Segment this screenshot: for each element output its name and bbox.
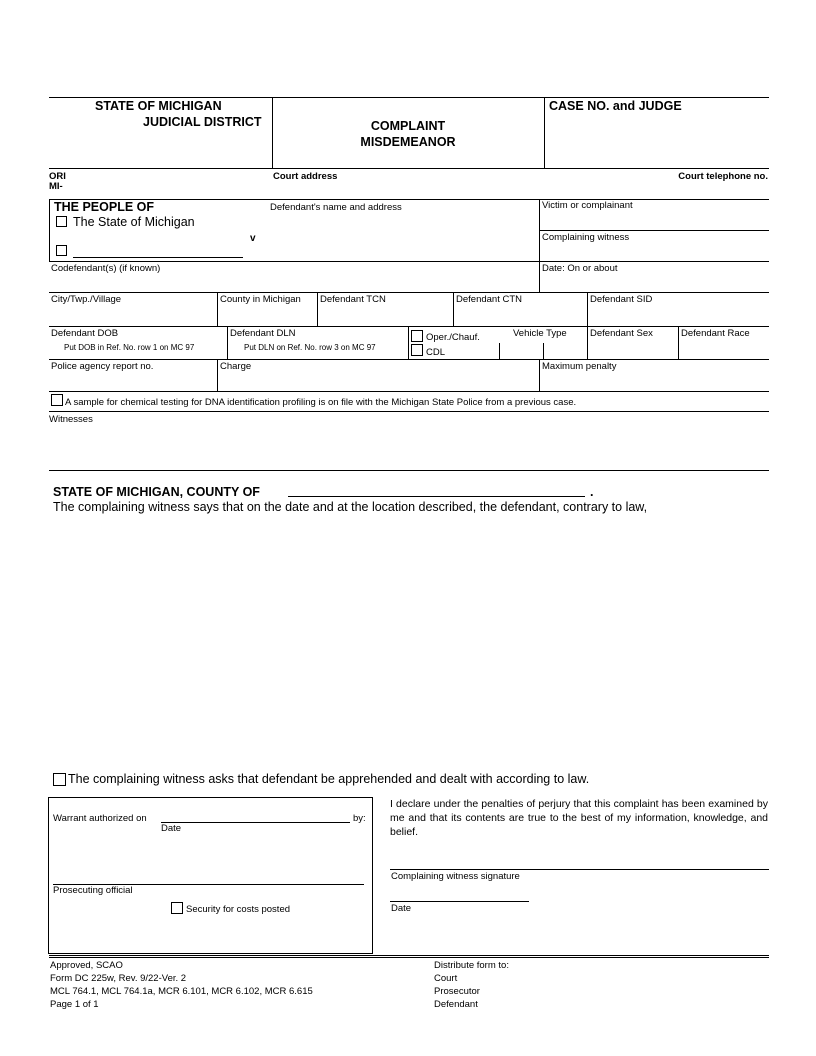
form-title-line1: COMPLAINT (370, 119, 446, 133)
sid-field[interactable]: Defendant SID (590, 294, 653, 305)
ori-label: ORI (49, 171, 66, 182)
cdl-label: CDL (426, 347, 446, 358)
dna-checkbox[interactable] (51, 394, 63, 406)
form-title-line2: MISDEMEANOR (360, 135, 456, 149)
versus-label: v (250, 233, 256, 244)
dna-row-top-rule (49, 391, 769, 392)
security-costs-label: Security for costs posted (186, 904, 291, 915)
prosecuting-official-label: Prosecuting official (53, 885, 133, 896)
tcn-field[interactable]: Defendant TCN (320, 294, 386, 305)
county-line[interactable] (288, 496, 585, 497)
perjury-declaration: I declare under the penalties of perjury that this complaint has been examined by me and that its contents are true to the best of my information, knowledge, and belief. (390, 798, 768, 838)
signature-line[interactable] (390, 869, 769, 870)
footer-approved: Approved, SCAO (50, 960, 123, 971)
dob-field[interactable]: Defendant DOB (51, 328, 119, 339)
dob-note: Put DOB in Ref. No. row 1 on MC 97 (64, 343, 195, 352)
oper-chauf-label: Oper./Chauf. (426, 332, 480, 343)
court-phone-field[interactable]: Court telephone no. (678, 171, 768, 182)
other-people-checkbox[interactable] (56, 245, 67, 256)
oper-chauf-checkbox[interactable] (411, 330, 423, 342)
witness-statement: The complaining witness says that on the date and at the location described, the defendant, contrary to law, (53, 500, 648, 514)
case-no-field[interactable]: CASE NO. and JUDGE (549, 99, 682, 113)
max-penalty-field[interactable]: Maximum penalty (542, 361, 617, 372)
county-field[interactable]: County in Michigan (220, 294, 301, 305)
other-people-line[interactable] (73, 257, 243, 258)
declaration-date-line[interactable] (390, 901, 529, 902)
footer-rule-2 (49, 957, 769, 958)
footer-page: Page 1 of 1 (50, 999, 99, 1010)
witnesses-bottom-rule (49, 470, 769, 471)
footer-distribute: Distribute form to: (434, 960, 509, 971)
court-address-field[interactable]: Court address (273, 171, 338, 182)
dob-div-2 (408, 326, 409, 359)
victim-rule (539, 230, 769, 231)
header-district: JUDICIAL DISTRICT (143, 115, 262, 129)
dob-div-4 (678, 326, 679, 359)
footer-defendant: Defendant (434, 999, 478, 1010)
vehicle-type-tick-1 (499, 343, 500, 359)
sex-field[interactable]: Defendant Sex (590, 328, 653, 339)
footer-prosecutor: Prosecutor (434, 986, 480, 997)
charge-field[interactable]: Charge (220, 361, 252, 372)
people-top-rule (49, 199, 769, 200)
vehicle-type-tick-2 (543, 343, 544, 359)
police-div-1 (217, 359, 218, 391)
footer-form-number: Form DC 225w, Rev. 9/22-Ver. 2 (50, 973, 187, 984)
dob-div-1 (227, 326, 228, 359)
city-row-top-rule (49, 292, 769, 293)
race-field[interactable]: Defendant Race (681, 328, 750, 339)
dna-note: A sample for chemical testing for DNA identification profiling is on file with the Michigan State Police from a previous case. (65, 397, 577, 408)
county-heading: STATE OF MICHIGAN, COUNTY OF (53, 485, 260, 499)
dln-note: Put DLN on Ref. No. row 3 on MC 97 (244, 343, 376, 352)
warrant-authorized-label: Warrant authorized on (53, 813, 147, 824)
people-left-border (49, 199, 50, 261)
people-heading: THE PEOPLE OF (54, 200, 155, 214)
city-div-4 (587, 292, 588, 326)
dln-field[interactable]: Defendant DLN (230, 328, 296, 339)
county-period: . (590, 485, 594, 499)
city-div-1 (217, 292, 218, 326)
security-costs-checkbox[interactable] (171, 902, 183, 914)
offense-date-field[interactable]: Date: On or about (542, 263, 618, 274)
police-row-top-rule (49, 359, 769, 360)
footer-rule (49, 955, 769, 956)
signature-label: Complaining witness signature (391, 871, 520, 882)
dob-div-3 (587, 326, 588, 359)
header-divider-2 (544, 97, 545, 168)
state-option-label: The State of Michigan (73, 215, 195, 229)
witnesses-field[interactable]: Witnesses (49, 414, 93, 425)
vehicle-type-field[interactable]: Vehicle Type (513, 328, 567, 339)
police-div-2 (539, 359, 540, 391)
victim-field[interactable]: Victim or complainant (542, 200, 633, 211)
mi-label: MI- (49, 181, 63, 192)
defendant-name-field[interactable]: Defendant's name and address (270, 202, 402, 213)
cdl-checkbox[interactable] (411, 344, 423, 356)
witnesses-top-rule (49, 411, 769, 412)
warrant-date-line[interactable] (161, 822, 350, 823)
dob-row-top-rule (49, 326, 769, 327)
state-of-michigan-checkbox[interactable] (56, 216, 67, 227)
city-div-2 (317, 292, 318, 326)
apprehend-text: The complaining witness asks that defendant be apprehended and dealt with according to law. (68, 772, 590, 786)
ctn-field[interactable]: Defendant CTN (456, 294, 523, 305)
footer-mcl: MCL 764.1, MCL 764.1a, MCR 6.101, MCR 6.102, MCR 6.615 (50, 986, 313, 997)
apprehend-checkbox[interactable] (53, 773, 66, 786)
header-state: STATE OF MICHIGAN (95, 99, 222, 113)
header-bottom-rule (49, 168, 769, 169)
warrant-date-caption: Date (161, 823, 182, 834)
footer-court: Court (434, 973, 458, 984)
report-no-field[interactable]: Police agency report no. (51, 361, 154, 372)
header-top-rule (49, 97, 769, 98)
city-field[interactable]: City/Twp./Village (51, 294, 122, 305)
people-right-divider (539, 199, 540, 292)
city-div-3 (453, 292, 454, 326)
people-bottom-rule (49, 261, 769, 262)
warrant-by-label: by: (353, 813, 366, 824)
declaration-date-label: Date (391, 903, 412, 914)
complaining-witness-field[interactable]: Complaining witness (542, 232, 630, 243)
codefendants-field[interactable]: Codefendant(s) (if known) (51, 263, 161, 274)
